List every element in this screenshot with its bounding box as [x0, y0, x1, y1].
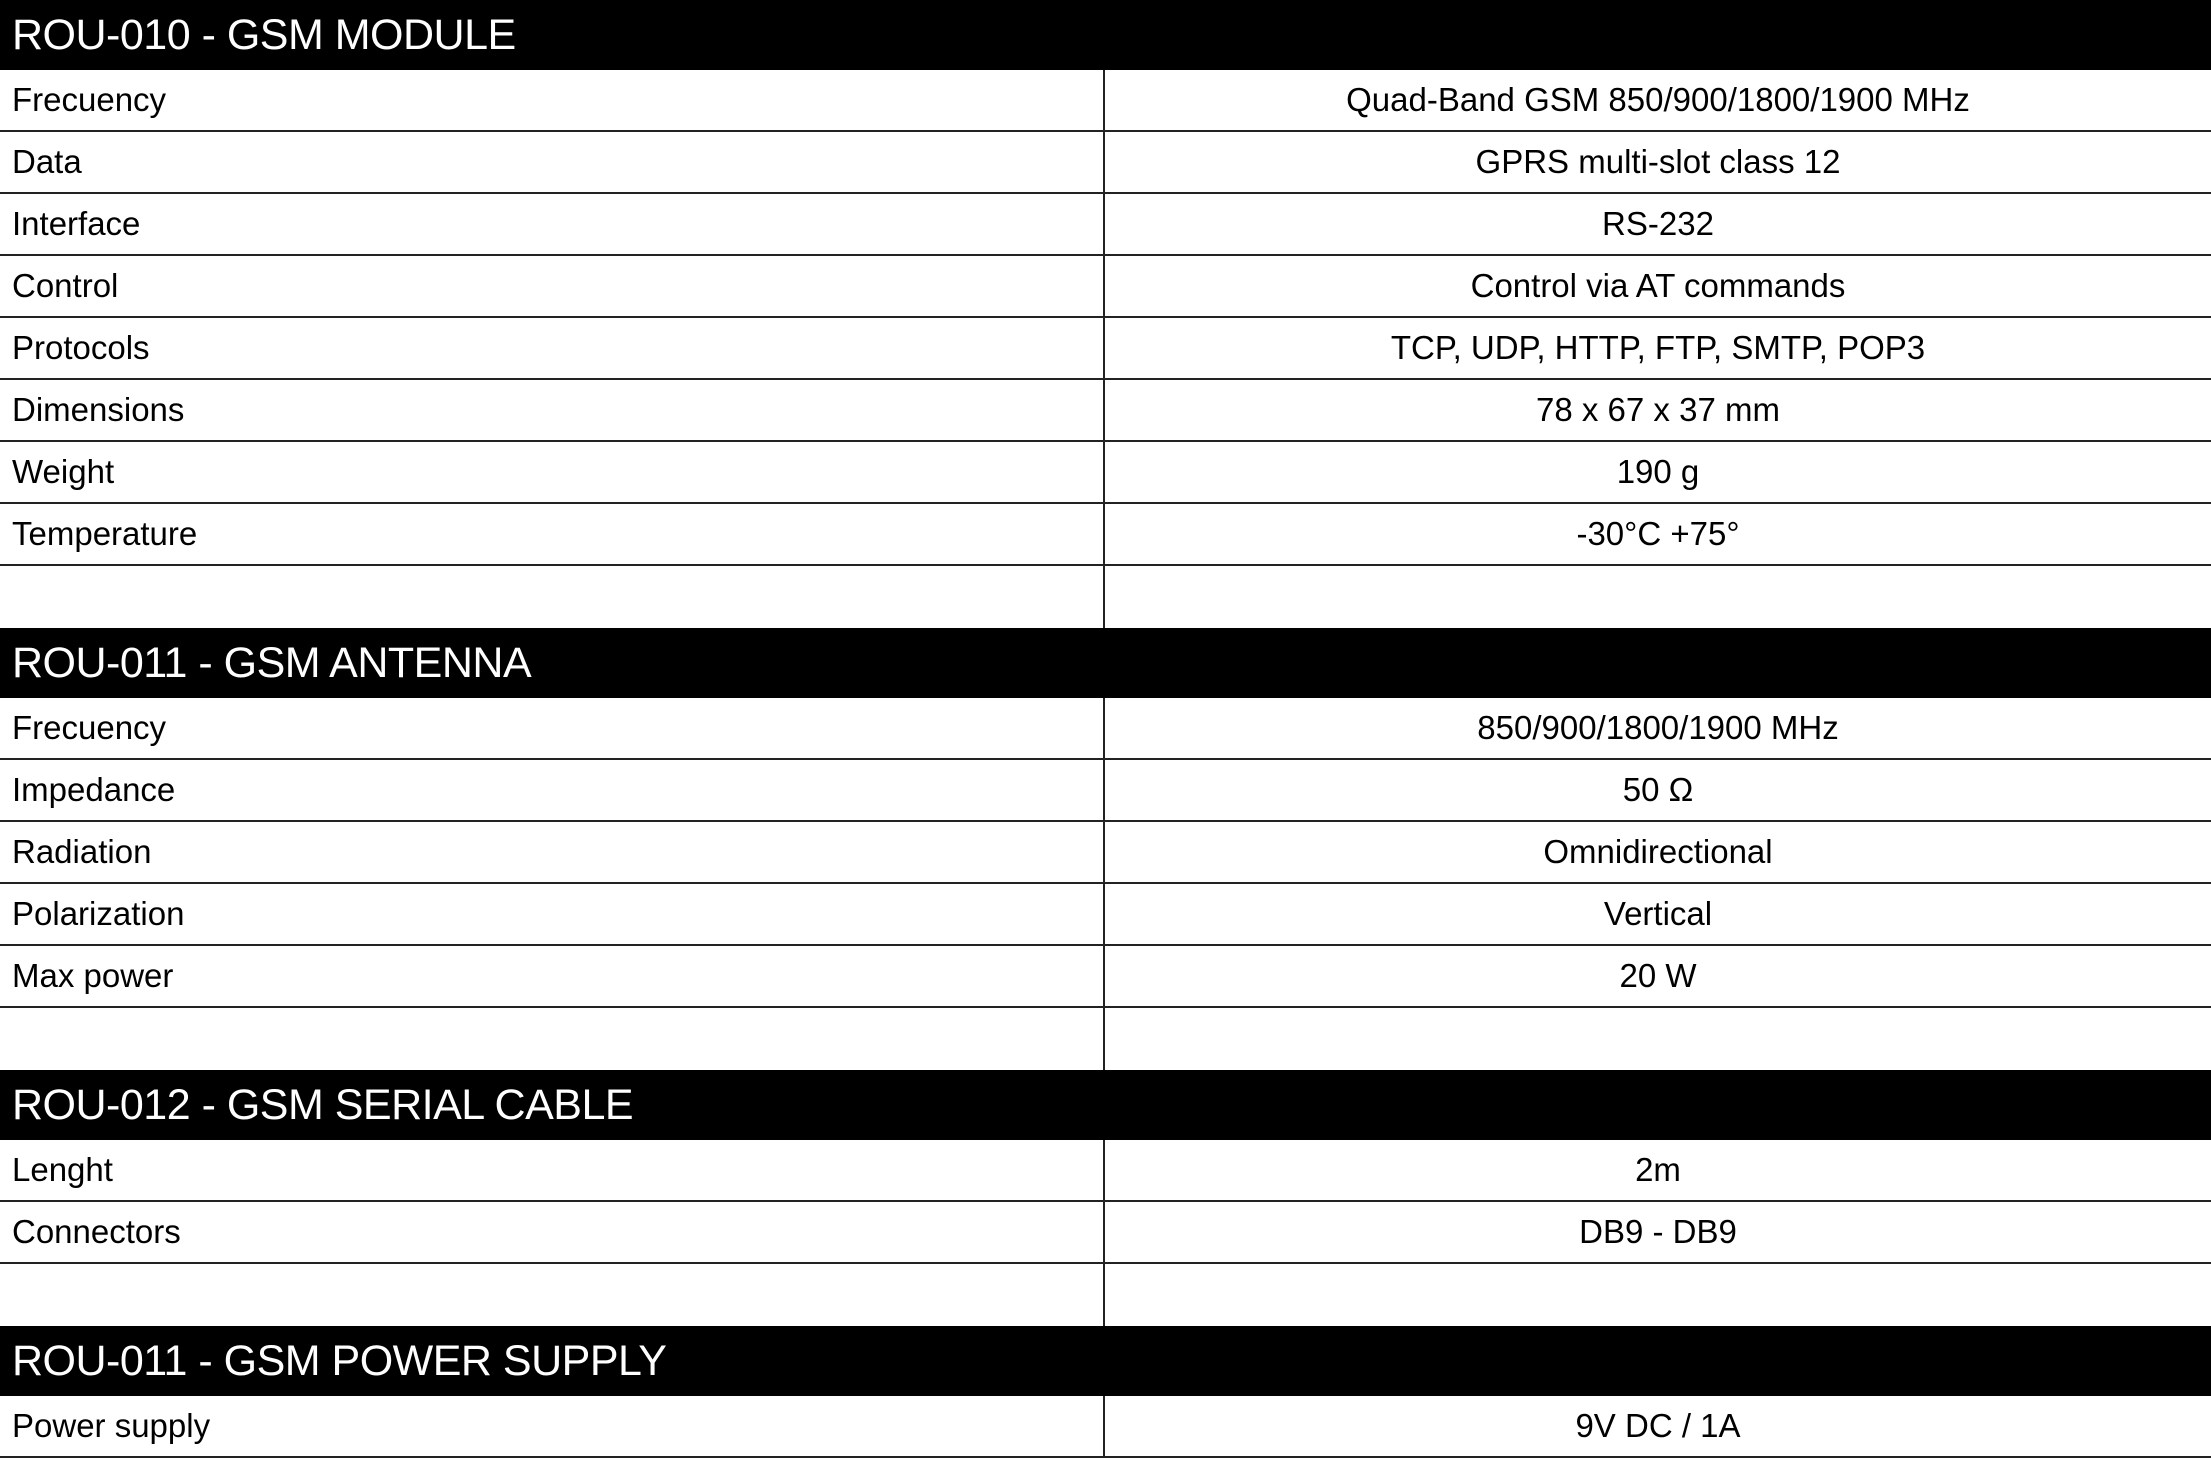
spacer-row: [0, 1008, 2211, 1070]
spec-value: DB9 - DB9: [1579, 1213, 1737, 1250]
spec-row: [0, 760, 2211, 822]
spec-label: Frecuency: [0, 698, 1105, 758]
spec-label: Polarization: [0, 884, 1105, 944]
spec-row: [0, 380, 2211, 442]
spec-row: [0, 70, 2211, 132]
empty-cell: [1105, 1264, 2211, 1326]
spec-value: Control via AT commands: [1470, 267, 1846, 304]
spec-label: Frecuency: [0, 70, 1105, 130]
spec-label: Lenght: [0, 1140, 1105, 1200]
spec-value: Vertical: [1603, 895, 1713, 932]
spec-label: Data: [0, 132, 1105, 192]
spec-row: [0, 1396, 2211, 1458]
spec-label: Impedance: [0, 760, 1105, 820]
spec-row: [0, 884, 2211, 946]
spec-row: [0, 1140, 2211, 1202]
spec-label: Interface: [0, 194, 1105, 254]
spec-row: [0, 504, 2211, 566]
spec-label: Max power: [0, 946, 1105, 1006]
spec-row: [0, 256, 2211, 318]
empty-cell: [0, 1264, 1105, 1326]
spec-value: Omnidirectional: [1543, 833, 1773, 870]
spec-value: RS-232: [1602, 205, 1714, 242]
empty-cell: [1105, 1008, 2211, 1070]
spec-row: [0, 822, 2211, 884]
spec-row: [0, 132, 2211, 194]
spec-row: [0, 194, 2211, 256]
spec-value: 190 g: [1616, 453, 1700, 490]
empty-cell: [1105, 566, 2211, 628]
spec-value: 50 Ω: [1622, 771, 1694, 808]
section-title: ROU-011 - GSM ANTENNA: [0, 628, 2211, 698]
spec-label: Protocols: [0, 318, 1105, 378]
spec-row: [0, 698, 2211, 760]
spec-label: Weight: [0, 442, 1105, 502]
spec-value: GPRS multi-slot class 12: [1475, 143, 1841, 180]
spacer-row: [0, 1264, 2211, 1326]
spec-label: Temperature: [0, 504, 1105, 564]
section-gsm-antenna: [0, 628, 2211, 1070]
spec-value: 9V DC / 1A: [1575, 1407, 1741, 1444]
spec-label: Radiation: [0, 822, 1105, 882]
section-gsm-power-supply: [0, 1326, 2211, 1458]
spec-label: Power supply: [0, 1396, 1105, 1456]
section-gsm-serial-cable: [0, 1070, 2211, 1326]
section-gsm-module: [0, 0, 2211, 628]
spec-row: [0, 442, 2211, 504]
spec-value: 2m: [1635, 1151, 1681, 1188]
spec-value: 78 x 67 x 37 mm: [1536, 391, 1780, 428]
spec-label: Connectors: [0, 1202, 1105, 1262]
section-title: ROU-012 - GSM SERIAL CABLE: [0, 1070, 2211, 1140]
spec-value: 20 W: [1619, 957, 1697, 994]
spec-value: TCP, UDP, HTTP, FTP, SMTP, POP3: [1390, 329, 1926, 366]
section-title: ROU-011 - GSM POWER SUPPLY: [0, 1326, 2211, 1396]
section-title: ROU-010 - GSM MODULE: [0, 0, 2211, 70]
spec-value: -30°C +75°: [1576, 515, 1740, 552]
spec-value: 850/900/1800/1900 MHz: [1477, 709, 1839, 746]
empty-cell: [0, 1008, 1105, 1070]
empty-cell: [0, 566, 1105, 628]
spec-label: Dimensions: [0, 380, 1105, 440]
spec-row: [0, 1202, 2211, 1264]
spacer-row: [0, 566, 2211, 628]
spec-label: Control: [0, 256, 1105, 316]
spec-value: Quad-Band GSM 850/900/1800/1900 MHz: [1346, 81, 1970, 118]
spec-row: [0, 318, 2211, 380]
spec-row: [0, 946, 2211, 1008]
